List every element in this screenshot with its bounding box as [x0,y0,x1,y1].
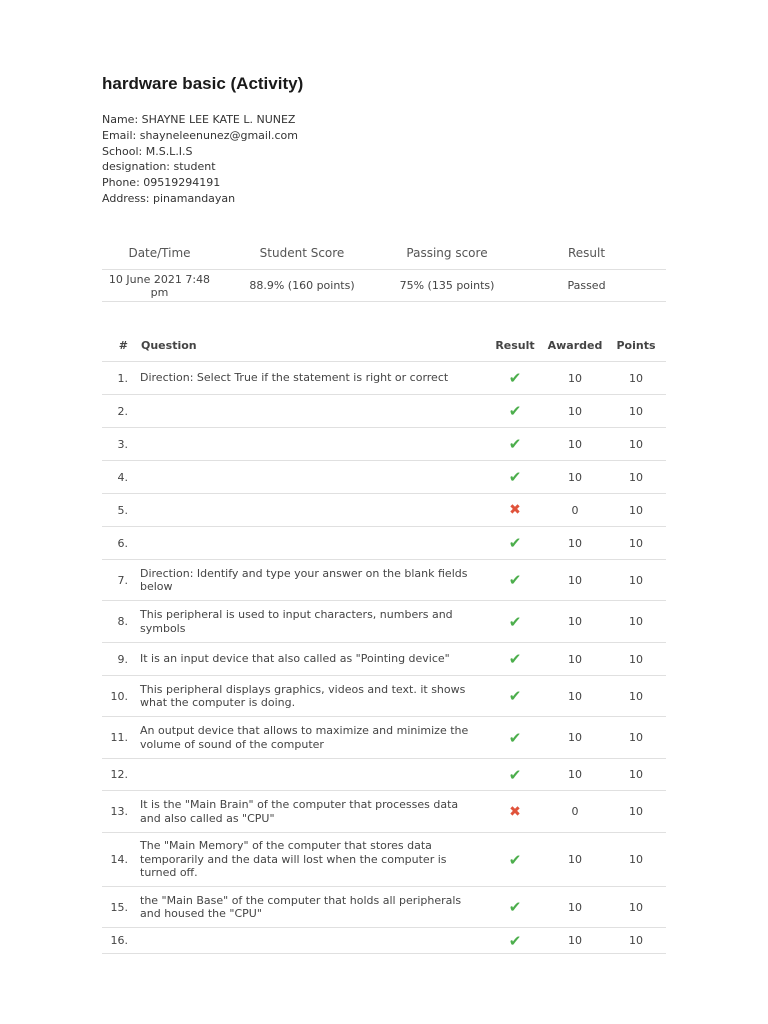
header-number: # [102,329,140,362]
question-number: 8. [102,601,140,643]
question-number: 10. [102,676,140,717]
question-points: 10 [606,887,666,928]
cross-icon: ✖ [509,502,521,518]
question-text: It is the "Main Brain" of the computer that processes data and also called as "CPU" [140,791,486,833]
check-icon: ✔ [508,898,522,916]
page-title: hardware basic (Activity) [102,74,304,93]
check-icon: ✔ [508,850,522,869]
question-result [486,643,544,676]
question-points: 10 [606,791,666,833]
questions-body [102,362,666,954]
info-name: Name: SHAYNE LEE KATE L. NUNEZ [102,113,296,126]
question-text: Direction: Identify and type your answer on the blank fields below [140,560,486,601]
question-number: 12. [102,759,140,791]
question-text [140,395,486,428]
question-result [486,494,544,527]
question-number: 1. [102,362,140,395]
summary-row [102,270,666,302]
question-number: 9. [102,643,140,676]
question-text: This peripheral displays graphics, videos and text. it shows what the computer is doing. [140,676,486,717]
table-row [102,527,666,560]
question-result [486,759,544,791]
question-points: 10 [606,601,666,643]
question-number: 4. [102,461,140,494]
check-icon: ✔ [508,765,522,784]
question-result [486,887,544,928]
summary-datetime: 10 June 2021 7:48 pm [102,270,217,302]
question-awarded: 10 [544,676,606,717]
question-text: An output device that allows to maximize and minimize the volume of sound of the computer [140,717,486,759]
question-text [140,461,486,494]
question-text [140,428,486,461]
summary-table [102,237,666,302]
question-points: 10 [606,759,666,791]
question-points: 10 [606,395,666,428]
table-row [102,362,666,395]
question-awarded: 10 [544,461,606,494]
question-points: 10 [606,527,666,560]
question-number: 3. [102,428,140,461]
question-result [486,461,544,494]
question-awarded: 10 [544,395,606,428]
question-awarded: 10 [544,833,606,887]
table-row [102,833,666,887]
question-number: 2. [102,395,140,428]
question-text [140,494,486,527]
question-points: 10 [606,560,666,601]
question-points: 10 [606,362,666,395]
summary-result: Passed [507,270,666,302]
table-row [102,428,666,461]
question-text [140,527,486,560]
student-info [102,112,298,207]
question-awarded: 10 [544,560,606,601]
table-row [102,643,666,676]
question-result [486,395,544,428]
check-icon: ✔ [508,571,522,589]
question-points: 10 [606,461,666,494]
header-result: Result [486,329,544,362]
check-icon: ✔ [508,931,522,950]
summary-header-passing-score: Passing score [387,237,507,270]
question-awarded: 10 [544,362,606,395]
summary-student-score: 88.9% (160 points) [217,270,387,302]
table-row [102,676,666,717]
question-text: The "Main Memory" of the computer that stores data temporarily and the data will lost when the computer is turned off. [140,833,486,887]
questions-table [102,329,666,954]
summary-header-datetime: Date/Time [102,237,217,270]
question-text: This peripheral is used to input characters, numbers and symbols [140,601,486,643]
question-number: 14. [102,833,140,887]
question-points: 10 [606,928,666,954]
check-icon: ✔ [508,728,522,747]
question-awarded: 10 [544,759,606,791]
check-icon: ✔ [508,687,522,705]
question-points: 10 [606,717,666,759]
question-awarded: 10 [544,643,606,676]
summary-header-student-score: Student Score [217,237,387,270]
question-number: 13. [102,791,140,833]
question-awarded: 10 [544,928,606,954]
table-row [102,461,666,494]
question-points: 10 [606,643,666,676]
question-text [140,759,486,791]
summary-passing-score: 75% (135 points) [387,270,507,302]
table-row [102,601,666,643]
question-result [486,601,544,643]
question-points: 10 [606,494,666,527]
question-text [140,928,486,954]
question-awarded: 10 [544,527,606,560]
question-result [486,928,544,954]
question-awarded: 10 [544,717,606,759]
question-number: 16. [102,928,140,954]
summary-header-row [102,237,666,270]
question-result [486,362,544,395]
info-phone: Phone: 09519294191 [102,176,221,190]
question-result [486,428,544,461]
question-points: 10 [606,833,666,887]
check-icon: ✔ [508,468,522,486]
question-result [486,560,544,601]
check-icon: ✔ [508,650,522,668]
question-awarded: 0 [544,791,606,833]
table-row [102,887,666,928]
check-icon: ✔ [508,369,522,387]
table-row [102,560,666,601]
summary-header-result: Result [507,237,666,270]
question-number: 5. [102,494,140,527]
check-icon: ✔ [508,435,522,453]
header-question: Question [140,329,486,362]
table-row [102,494,666,527]
check-icon: ✔ [508,612,522,631]
question-number: 15. [102,887,140,928]
table-row [102,717,666,759]
question-result [486,676,544,717]
question-number: 11. [102,717,140,759]
table-row [102,759,666,791]
question-result [486,717,544,759]
table-row [102,395,666,428]
info-designation: designation: student [102,160,216,174]
question-awarded: 10 [544,887,606,928]
question-number: 7. [102,560,140,601]
table-row [102,928,666,954]
check-icon: ✔ [508,402,522,420]
question-awarded: 10 [544,428,606,461]
cross-icon: ✖ [509,803,521,820]
question-points: 10 [606,428,666,461]
info-address: Address: pinamandayan [102,191,236,205]
header-points: Points [606,329,666,362]
check-icon: ✔ [508,534,522,552]
question-result [486,527,544,560]
info-email: Email: shayneleenunez@gmail.com [102,128,299,142]
question-awarded: 0 [544,494,606,527]
question-result [486,791,544,833]
question-points: 10 [606,676,666,717]
question-result [486,833,544,887]
info-school: School: M.S.L.I.S [102,144,193,158]
question-text: It is an input device that also called as "Pointing device" [140,643,486,676]
question-number: 6. [102,527,140,560]
questions-header-row [102,329,666,362]
question-awarded: 10 [544,601,606,643]
header-awarded: Awarded [544,329,606,362]
question-text: the "Main Base" of the computer that holds all peripherals and housed the "CPU" [140,887,486,928]
question-text: Direction: Select True if the statement is right or correct [140,362,486,395]
table-row [102,791,666,833]
